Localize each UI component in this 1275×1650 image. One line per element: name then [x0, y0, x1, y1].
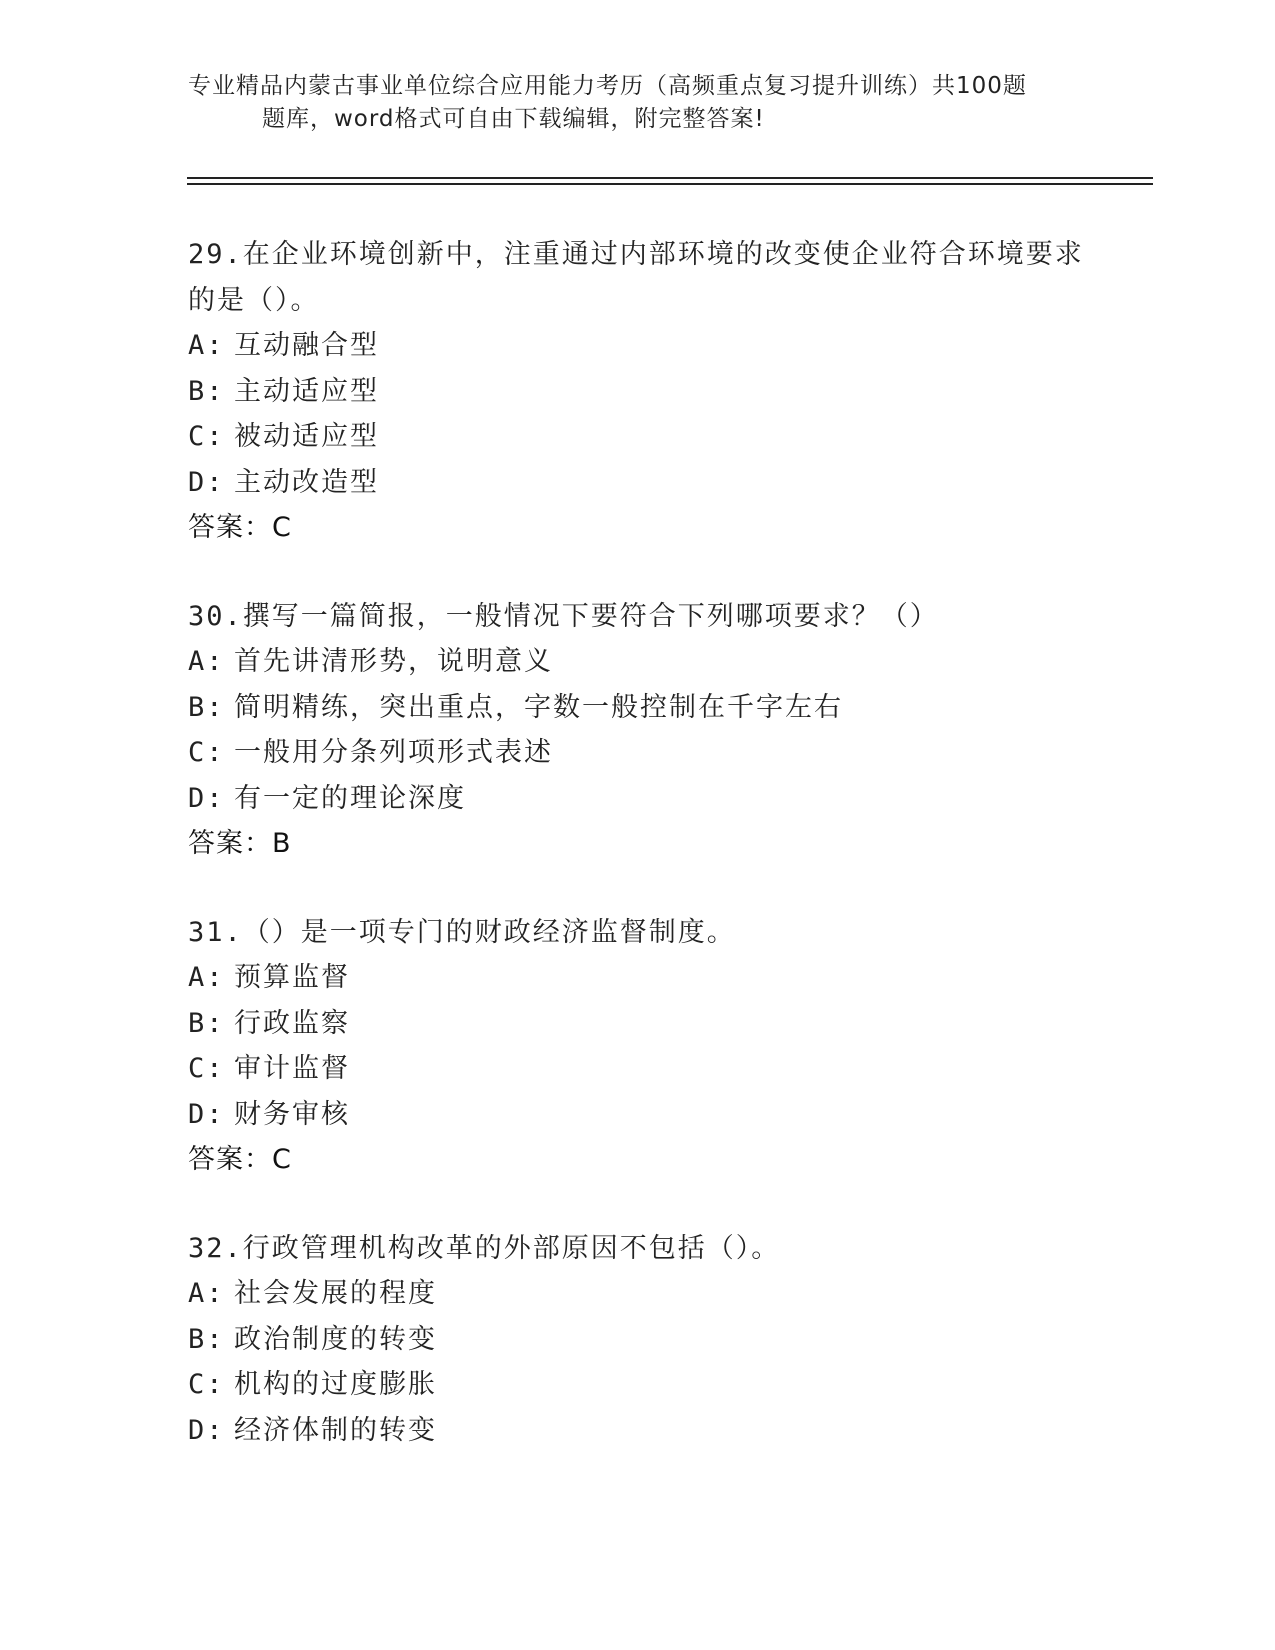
option-text: 被动适应型 — [234, 421, 379, 452]
option-d — [188, 776, 1088, 822]
question-stem: 32.行政管理机构改革的外部原因不包括（）。 — [188, 1232, 781, 1264]
option-a — [188, 1271, 1088, 1317]
option-b — [188, 1317, 1088, 1363]
question-list — [188, 232, 1088, 1496]
option-letter: A: — [188, 1278, 225, 1309]
document-header — [188, 70, 1068, 136]
option-text: 经济体制的转变 — [234, 1414, 437, 1446]
option-text: 有一定的理论深度 — [234, 782, 466, 814]
option-letter: C: — [188, 421, 225, 452]
option-letter: C: — [188, 1053, 225, 1084]
option-text: 预算监督 — [234, 962, 350, 993]
option-b — [188, 1001, 1088, 1047]
option-text: 社会发展的程度 — [234, 1278, 437, 1309]
option-letter: D: — [188, 782, 225, 814]
option-letter: C: — [188, 1369, 225, 1400]
answer-line: 答案：B — [188, 828, 292, 859]
option-d — [188, 1408, 1088, 1454]
option-letter: A: — [188, 330, 225, 361]
option-a — [188, 323, 1088, 369]
option-text: 互动融合型 — [234, 330, 379, 361]
question-29 — [188, 232, 1088, 551]
header-title-line2: 题库，word格式可自由下载编辑，附完整答案! — [262, 106, 765, 132]
option-text: 一般用分条列项形式表述 — [234, 737, 553, 768]
option-c — [188, 1046, 1088, 1092]
option-text: 行政监察 — [234, 1007, 350, 1039]
option-text: 机构的过度膨胀 — [234, 1369, 437, 1400]
option-text: 主动改造型 — [234, 466, 379, 498]
option-b — [188, 369, 1088, 415]
option-letter: B: — [188, 375, 225, 407]
option-letter: A: — [188, 962, 225, 993]
option-d — [188, 460, 1088, 506]
option-letter: B: — [188, 1007, 225, 1039]
option-a — [188, 955, 1088, 1001]
option-letter: C: — [188, 737, 225, 768]
option-d — [188, 1092, 1088, 1138]
option-text: 简明精练，突出重点，字数一般控制在千字左右 — [234, 691, 843, 723]
header-title-line1: 专业精品内蒙古事业单位综合应用能力考历（高频重点复习提升训练）共100题 — [188, 73, 1027, 99]
option-text: 审计监督 — [234, 1053, 350, 1084]
option-text: 主动适应型 — [234, 375, 379, 407]
option-letter: A: — [188, 646, 225, 677]
option-text: 首先讲清形势，说明意义 — [234, 646, 553, 677]
option-c — [188, 1362, 1088, 1408]
option-letter: B: — [188, 691, 225, 723]
header-divider-top — [187, 177, 1153, 179]
answer-line: 答案：C — [188, 512, 292, 543]
option-a — [188, 639, 1088, 685]
option-c — [188, 730, 1088, 776]
question-stem: 31.（）是一项专门的财政经济监督制度。 — [188, 916, 736, 948]
question-stem-continued: 的是（）。 — [188, 284, 320, 316]
option-c — [188, 414, 1088, 460]
option-b — [188, 685, 1088, 731]
question-32 — [188, 1226, 1088, 1454]
option-letter: D: — [188, 1414, 225, 1446]
option-letter: B: — [188, 1323, 225, 1355]
header-divider-bottom — [187, 183, 1153, 185]
question-stem: 30.撰写一篇简报，一般情况下要符合下列哪项要求？（） — [188, 600, 939, 632]
question-30 — [188, 594, 1088, 867]
option-text: 财务审核 — [234, 1098, 350, 1130]
answer-line: 答案：C — [188, 1144, 292, 1175]
option-letter: D: — [188, 466, 225, 498]
option-letter: D: — [188, 1098, 225, 1130]
question-stem: 29.在企业环境创新中，注重通过内部环境的改变使企业符合环境要求 — [188, 239, 1084, 270]
option-text: 政治制度的转变 — [234, 1323, 437, 1355]
question-31 — [188, 910, 1088, 1183]
